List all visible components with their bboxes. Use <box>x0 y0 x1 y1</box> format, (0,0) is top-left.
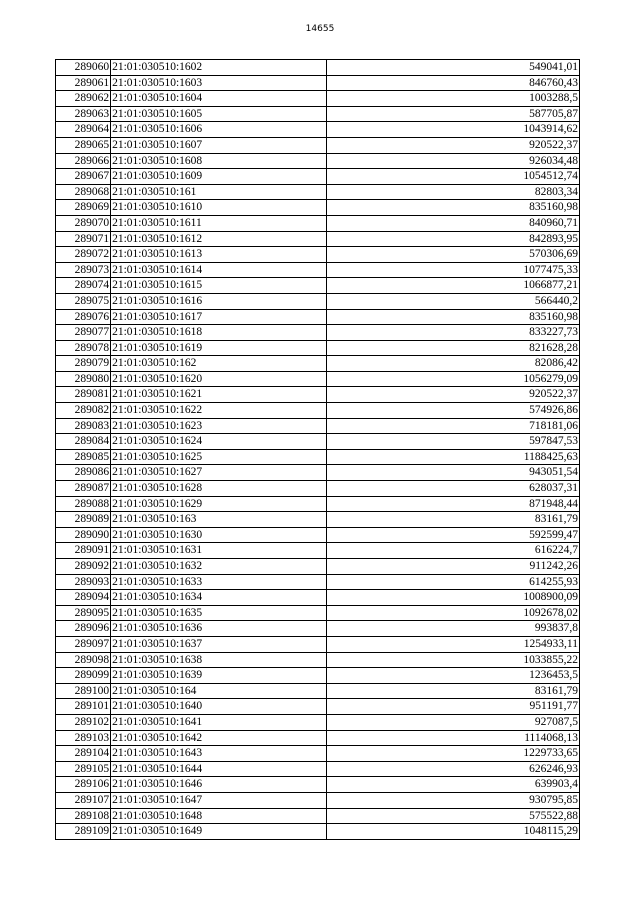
value-cell: 1043914,62 <box>326 122 580 138</box>
value-cell: 840960,71 <box>326 215 580 231</box>
cadastral-number-cell: 21:01:030510:1631 <box>111 543 326 559</box>
value-cell: 1254933,11 <box>326 636 580 652</box>
value-cell: 574926,86 <box>326 403 580 419</box>
row-number-cell: 289109 <box>56 824 111 840</box>
table-row <box>56 403 580 419</box>
table-row <box>56 636 580 652</box>
table-row <box>56 200 580 216</box>
value-cell: 1003288,5 <box>326 91 580 107</box>
table-row <box>56 512 580 528</box>
row-number-cell: 289086 <box>56 465 111 481</box>
value-cell: 1236453,5 <box>326 668 580 684</box>
value-cell: 566440,2 <box>326 293 580 309</box>
cadastral-number-cell: 21:01:030510:1611 <box>111 215 326 231</box>
value-cell: 1092678,02 <box>326 605 580 621</box>
row-number-cell: 289095 <box>56 605 111 621</box>
cadastral-number-cell: 21:01:030510:1629 <box>111 496 326 512</box>
row-number-cell: 289074 <box>56 278 111 294</box>
row-number-cell: 289078 <box>56 340 111 356</box>
value-cell: 833227,73 <box>326 325 580 341</box>
row-number-cell: 289076 <box>56 309 111 325</box>
table-row <box>56 106 580 122</box>
cadastral-number-cell: 21:01:030510:1642 <box>111 730 326 746</box>
row-number-cell: 289091 <box>56 543 111 559</box>
value-cell: 926034,48 <box>326 153 580 169</box>
row-number-cell: 289067 <box>56 169 111 185</box>
cadastral-number-cell: 21:01:030510:1635 <box>111 605 326 621</box>
value-cell: 1054512,74 <box>326 169 580 185</box>
value-cell: 592599,47 <box>326 527 580 543</box>
row-number-cell: 289085 <box>56 449 111 465</box>
row-number-cell: 289081 <box>56 387 111 403</box>
table-row <box>56 169 580 185</box>
row-number-cell: 289070 <box>56 215 111 231</box>
value-cell: 993837,8 <box>326 621 580 637</box>
value-cell: 570306,69 <box>326 247 580 263</box>
row-number-cell: 289105 <box>56 761 111 777</box>
row-number-cell: 289082 <box>56 403 111 419</box>
value-cell: 549041,01 <box>326 60 580 76</box>
value-cell: 639903,4 <box>326 777 580 793</box>
row-number-cell: 289066 <box>56 153 111 169</box>
table-row <box>56 652 580 668</box>
row-number-cell: 289092 <box>56 559 111 575</box>
value-cell: 587705,87 <box>326 106 580 122</box>
cadastral-number-cell: 21:01:030510:1619 <box>111 340 326 356</box>
value-cell: 82086,42 <box>326 356 580 372</box>
row-number-cell: 289104 <box>56 746 111 762</box>
cadastral-number-cell: 21:01:030510:1610 <box>111 200 326 216</box>
cadastral-number-cell: 21:01:030510:1634 <box>111 590 326 606</box>
value-cell: 1114068,13 <box>326 730 580 746</box>
row-number-cell: 289071 <box>56 231 111 247</box>
value-cell: 930795,85 <box>326 792 580 808</box>
row-number-cell: 289099 <box>56 668 111 684</box>
cadastral-number-cell: 21:01:030510:1630 <box>111 527 326 543</box>
cadastral-number-cell: 21:01:030510:1616 <box>111 293 326 309</box>
table-row <box>56 293 580 309</box>
value-cell: 835160,98 <box>326 200 580 216</box>
value-cell: 1077475,33 <box>326 262 580 278</box>
table-row <box>56 231 580 247</box>
value-cell: 943051,54 <box>326 465 580 481</box>
row-number-cell: 289108 <box>56 808 111 824</box>
row-number-cell: 289061 <box>56 75 111 91</box>
value-cell: 1033855,22 <box>326 652 580 668</box>
row-number-cell: 289088 <box>56 496 111 512</box>
table-row <box>56 714 580 730</box>
cadastral-number-cell: 21:01:030510:1624 <box>111 434 326 450</box>
table-row <box>56 527 580 543</box>
table-row <box>56 356 580 372</box>
row-number-cell: 289064 <box>56 122 111 138</box>
table-row <box>56 824 580 840</box>
table-row <box>56 122 580 138</box>
cadastral-number-cell: 21:01:030510:1608 <box>111 153 326 169</box>
page-number: 14655 <box>305 24 335 34</box>
cadastral-number-cell: 21:01:030510:162 <box>111 356 326 372</box>
cadastral-number-cell: 21:01:030510:1603 <box>111 75 326 91</box>
cadastral-number-cell: 21:01:030510:1617 <box>111 309 326 325</box>
cadastral-number-cell: 21:01:030510:1609 <box>111 169 326 185</box>
table-row <box>56 683 580 699</box>
row-number-cell: 289063 <box>56 106 111 122</box>
table-row <box>56 590 580 606</box>
table-row <box>56 574 580 590</box>
cadastral-number-cell: 21:01:030510:1636 <box>111 621 326 637</box>
cadastral-number-cell: 21:01:030510:1612 <box>111 231 326 247</box>
value-cell: 846760,43 <box>326 75 580 91</box>
row-number-cell: 289087 <box>56 481 111 497</box>
row-number-cell: 289101 <box>56 699 111 715</box>
row-number-cell: 289100 <box>56 683 111 699</box>
value-cell: 1008900,09 <box>326 590 580 606</box>
cadastral-number-cell: 21:01:030510:1632 <box>111 559 326 575</box>
row-number-cell: 289084 <box>56 434 111 450</box>
table-row <box>56 340 580 356</box>
row-number-cell: 289096 <box>56 621 111 637</box>
cadastral-number-cell: 21:01:030510:1602 <box>111 60 326 76</box>
value-cell: 835160,98 <box>326 309 580 325</box>
row-number-cell: 289107 <box>56 792 111 808</box>
row-number-cell: 289103 <box>56 730 111 746</box>
value-cell: 920522,37 <box>326 387 580 403</box>
row-number-cell: 289080 <box>56 371 111 387</box>
row-number-cell: 289102 <box>56 714 111 730</box>
cadastral-number-cell: 21:01:030510:1615 <box>111 278 326 294</box>
table-row <box>56 278 580 294</box>
row-number-cell: 289093 <box>56 574 111 590</box>
cadastral-number-cell: 21:01:030510:1627 <box>111 465 326 481</box>
cadastral-number-cell: 21:01:030510:1648 <box>111 808 326 824</box>
cadastral-number-cell: 21:01:030510:1641 <box>111 714 326 730</box>
cadastral-number-cell: 21:01:030510:1607 <box>111 137 326 153</box>
value-cell: 614255,93 <box>326 574 580 590</box>
value-cell: 1229733,65 <box>326 746 580 762</box>
table-row <box>56 75 580 91</box>
row-number-cell: 289097 <box>56 636 111 652</box>
row-number-cell: 289083 <box>56 418 111 434</box>
row-number-cell: 289062 <box>56 91 111 107</box>
value-cell: 927087,5 <box>326 714 580 730</box>
cadastral-number-cell: 21:01:030510:1621 <box>111 387 326 403</box>
table-row <box>56 746 580 762</box>
cadastral-number-cell: 21:01:030510:1633 <box>111 574 326 590</box>
row-number-cell: 289106 <box>56 777 111 793</box>
table-row <box>56 808 580 824</box>
cadastral-number-cell: 21:01:030510:1605 <box>111 106 326 122</box>
value-cell: 626246,93 <box>326 761 580 777</box>
value-cell: 83161,79 <box>326 683 580 699</box>
value-cell: 951191,77 <box>326 699 580 715</box>
cadastral-number-cell: 21:01:030510:1647 <box>111 792 326 808</box>
cadastral-number-cell: 21:01:030510:1628 <box>111 481 326 497</box>
cadastral-number-cell: 21:01:030510:1606 <box>111 122 326 138</box>
row-number-cell: 289073 <box>56 262 111 278</box>
cadastral-number-cell: 21:01:030510:161 <box>111 184 326 200</box>
value-cell: 83161,79 <box>326 512 580 528</box>
value-cell: 628037,31 <box>326 481 580 497</box>
table-row <box>56 730 580 746</box>
value-cell: 821628,28 <box>326 340 580 356</box>
table-row <box>56 777 580 793</box>
table-row <box>56 418 580 434</box>
row-number-cell: 289090 <box>56 527 111 543</box>
row-number-cell: 289077 <box>56 325 111 341</box>
value-cell: 911242,26 <box>326 559 580 575</box>
cadastral-number-cell: 21:01:030510:1614 <box>111 262 326 278</box>
table-row <box>56 621 580 637</box>
table-row <box>56 434 580 450</box>
cadastral-number-cell: 21:01:030510:1639 <box>111 668 326 684</box>
row-number-cell: 289075 <box>56 293 111 309</box>
table-row <box>56 262 580 278</box>
table-row <box>56 184 580 200</box>
cadastral-number-cell: 21:01:030510:1649 <box>111 824 326 840</box>
cadastral-number-cell: 21:01:030510:1622 <box>111 403 326 419</box>
cadastral-number-cell: 21:01:030510:1644 <box>111 761 326 777</box>
cadastral-number-cell: 21:01:030510:1640 <box>111 699 326 715</box>
table-body <box>56 60 580 840</box>
table-row <box>56 496 580 512</box>
table-row <box>56 449 580 465</box>
table-row <box>56 153 580 169</box>
table-row <box>56 247 580 263</box>
registry-table <box>55 59 580 840</box>
table-row <box>56 543 580 559</box>
cadastral-number-cell: 21:01:030510:1623 <box>111 418 326 434</box>
cadastral-number-cell: 21:01:030510:1643 <box>111 746 326 762</box>
table-row <box>56 215 580 231</box>
cadastral-number-cell: 21:01:030510:163 <box>111 512 326 528</box>
value-cell: 871948,44 <box>326 496 580 512</box>
table-row <box>56 371 580 387</box>
cadastral-number-cell: 21:01:030510:1646 <box>111 777 326 793</box>
row-number-cell: 289079 <box>56 356 111 372</box>
cadastral-number-cell: 21:01:030510:1637 <box>111 636 326 652</box>
table-row <box>56 91 580 107</box>
table-row <box>56 309 580 325</box>
row-number-cell: 289069 <box>56 200 111 216</box>
value-cell: 1056279,09 <box>326 371 580 387</box>
table-row <box>56 761 580 777</box>
cadastral-number-cell: 21:01:030510:1625 <box>111 449 326 465</box>
value-cell: 1048115,29 <box>326 824 580 840</box>
value-cell: 1188425,63 <box>326 449 580 465</box>
cadastral-number-cell: 21:01:030510:1638 <box>111 652 326 668</box>
cadastral-number-cell: 21:01:030510:1618 <box>111 325 326 341</box>
table-row <box>56 668 580 684</box>
table-row <box>56 792 580 808</box>
value-cell: 920522,37 <box>326 137 580 153</box>
value-cell: 842893,95 <box>326 231 580 247</box>
value-cell: 718181,06 <box>326 418 580 434</box>
value-cell: 616224,7 <box>326 543 580 559</box>
table-row <box>56 137 580 153</box>
table-row <box>56 481 580 497</box>
row-number-cell: 289089 <box>56 512 111 528</box>
table-row <box>56 605 580 621</box>
cadastral-number-cell: 21:01:030510:164 <box>111 683 326 699</box>
value-cell: 575522,88 <box>326 808 580 824</box>
row-number-cell: 289094 <box>56 590 111 606</box>
cadastral-number-cell: 21:01:030510:1604 <box>111 91 326 107</box>
row-number-cell: 289072 <box>56 247 111 263</box>
table-row <box>56 60 580 76</box>
value-cell: 82803,34 <box>326 184 580 200</box>
table-row <box>56 559 580 575</box>
row-number-cell: 289060 <box>56 60 111 76</box>
table-row <box>56 699 580 715</box>
value-cell: 597847,53 <box>326 434 580 450</box>
row-number-cell: 289068 <box>56 184 111 200</box>
table-row <box>56 387 580 403</box>
table-row <box>56 465 580 481</box>
row-number-cell: 289098 <box>56 652 111 668</box>
cadastral-number-cell: 21:01:030510:1613 <box>111 247 326 263</box>
table-row <box>56 325 580 341</box>
value-cell: 1066877,21 <box>326 278 580 294</box>
row-number-cell: 289065 <box>56 137 111 153</box>
cadastral-number-cell: 21:01:030510:1620 <box>111 371 326 387</box>
